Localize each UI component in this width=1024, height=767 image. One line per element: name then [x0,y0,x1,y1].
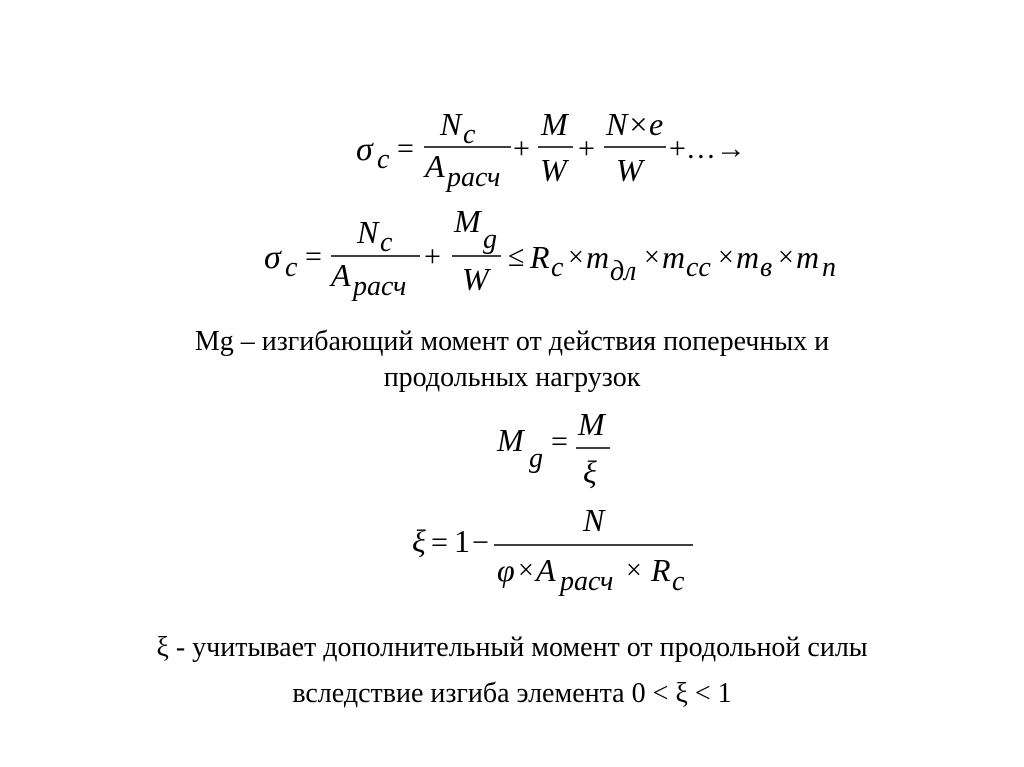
f2-plus: + [424,240,441,273]
f1-frac1-denominator: A [425,148,445,184]
f1-frac3-numerator: N×e [606,106,664,142]
f4-den-r-sub: c [672,566,685,597]
f2-equals: = [305,240,322,273]
f3-denominator: ξ [583,454,597,490]
f2-frac1-denominator: A [331,257,351,293]
f2-m1: m [586,239,610,275]
f1-frac2-numerator: M [541,106,568,142]
f4-den-r: R [651,552,671,588]
f1-frac1-numerator-sub: c [463,119,476,150]
f1-frac1-numerator: N [440,106,462,142]
caption-xi-line-1: ξ - учитывает дополнительный момент от продольной силы [156,632,868,663]
f4-den-phi: φ [497,552,515,588]
f1-sigma-sub: c [377,144,390,175]
f1-frac3-denominator: W [616,152,643,188]
f2-m2: m [662,239,686,275]
f4-minus: − [472,526,489,559]
f1-plus-1: + [513,132,530,165]
f2-frac1-denominator-sub: расч [353,271,407,302]
f2-times-2: × [644,242,660,273]
caption-mg-line-2: продольных нагрузок [383,362,641,393]
f1-equals: = [397,132,414,165]
f2-r-sub: c [551,252,564,283]
f3-numerator: M [578,406,605,442]
f3-equals: = [551,425,568,458]
f2-frac2-denominator: W [462,261,489,297]
f2-times-1: × [568,242,584,273]
f2-frac1-numerator: N [357,214,379,250]
f2-m3-sub: в [760,252,773,283]
f3-m: M [497,422,524,458]
f1-frac1-denominator-sub: расч [447,162,501,193]
f2-m3: m [736,239,760,275]
f2-m4: m [796,239,820,275]
f4-den-times-2: × [626,555,642,586]
caption-mg-line-1: Mg – изгибающий момент от действия поперечных и [194,326,830,357]
f4-one: 1 [454,523,470,559]
f2-sigma: σ [264,239,281,276]
f2-sigma-sub: c [285,252,298,283]
f2-m2-sub: cc [686,252,711,283]
f2-frac2-numerator-sub: g [483,224,497,255]
f2-r: R [530,239,550,275]
caption-mg-definition [0,324,1024,396]
caption-xi-line-2: вследствие изгиба элемента 0 < ξ < 1 [292,678,732,709]
f4-den-times-1: × [518,555,534,586]
f2-m4-sub: n [822,252,836,283]
f2-m1-sub: дл [610,256,637,287]
f2-times-4: × [778,242,794,273]
f1-tail: +…→ [669,132,746,165]
f4-den-a-sub: расч [560,566,614,597]
f3-m-sub: g [529,443,543,474]
f2-leq: ≤ [508,240,525,273]
f4-xi: ξ [412,523,426,559]
f4-den-a: A [536,552,556,588]
f2-frac2-numerator: M [454,203,481,239]
f4-numerator: N [583,502,605,538]
f1-sigma: σ [356,131,373,168]
f1-frac2-denominator: W [540,152,567,188]
f1-plus-2: + [578,132,595,165]
f2-frac1-numerator-sub: c [380,227,393,258]
f4-equals: = [431,526,448,559]
f2-times-3: × [718,242,734,273]
caption-xi-definition [0,625,1024,717]
